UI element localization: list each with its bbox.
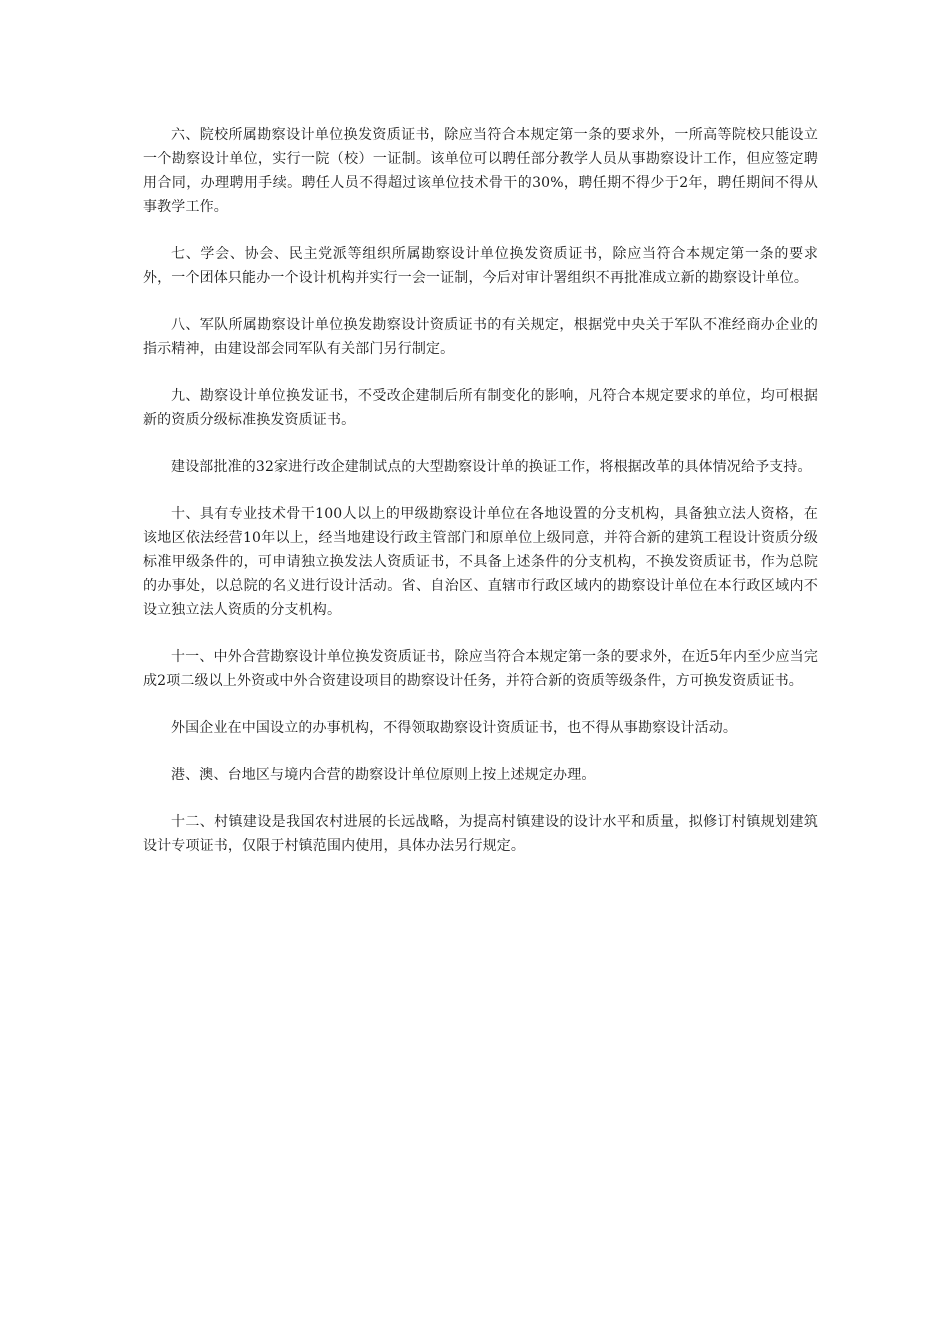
paragraph-11-joint-ventures: 十一、中外合营勘察设计单位换发资质证书，除应当符合本规定第一条的要求外，在近5年内至少应当完成2项二级以上外资或中外合资建设项目的勘察设计任务，并符合新的资质等级条件，方可换发资质证书。 [143, 649, 818, 689]
paragraph-7-associations: 七、学会、协会、民主党派等组织所属勘察设计单位换发资质证书，除应当符合本规定第一条的要求外，一个团体只能办一个设计机构并实行一会一证制，今后对审计署组织不再批准成立新的勘察设计单位。 [143, 246, 818, 286]
paragraph-12-village-construction: 十二、村镇建设是我国农村进展的长远战略，为提高村镇建设的设计水平和质量，拟修订村镇规划建筑设计专项证书，仅限于村镇范围内使用，具体办法另行规定。 [143, 814, 818, 854]
paragraph-9-pilot-units: 建设部批准的32家进行改企建制试点的大型勘察设计单的换证工作，将根据改革的具体情况给予支持。 [171, 459, 812, 475]
paragraph-8-military-units: 八、军队所属勘察设计单位换发勘察设计资质证书的有关规定，根据党中央关于军队不准经商办企业的指示精神，由建设部会同军队有关部门另行制定。 [143, 317, 818, 357]
paragraph-6-academic-units: 六、院校所属勘察设计单位换发资质证书，除应当符合本规定第一条的要求外，一所高等院校只能设立一个勘察设计单位，实行一院（校）一证制。该单位可以聘任部分教学人员从事勘察设计工作，但应签定聘用合同，办理聘用手续。聘任人员不得超过该单位技术骨干的30%，聘任期不得少于2年，聘任期间不得从事教学工作。 [143, 127, 818, 215]
paragraph-10-branch-offices: 十、具有专业技术骨干100人以上的甲级勘察设计单位在各地设置的分支机构，具备独立法人资格，在该地区依法经营10年以上，经当地建设行政主管部门和原单位上级同意，并符合新的建筑工程设计资质分级标准甲级条件的，可申请独立换发法人资质证书，不具备上述条件的分支机构，不换发资质证书，作为总院的办事处，以总院的名义进行设计活动。省、自治区、直辖市行政区域内的勘察设计单位在本行政区域内不设立独立法人资质的分支机构。 [143, 506, 818, 618]
paragraph-11-foreign-offices: 外国企业在中国设立的办事机构，不得领取勘察设计资质证书，也不得从事勘察设计活动。 [171, 720, 737, 736]
paragraph-9-ownership-change: 九、勘察设计单位换发证书，不受改企建制后所有制变化的影响，凡符合本规定要求的单位，均可根据新的资质分级标准换发资质证书。 [143, 388, 818, 428]
document-body [143, 123, 818, 881]
paragraph-11-hk-macau-taiwan: 港、澳、台地区与境内合营的勘察设计单位原则上按上述规定办理。 [171, 767, 596, 783]
